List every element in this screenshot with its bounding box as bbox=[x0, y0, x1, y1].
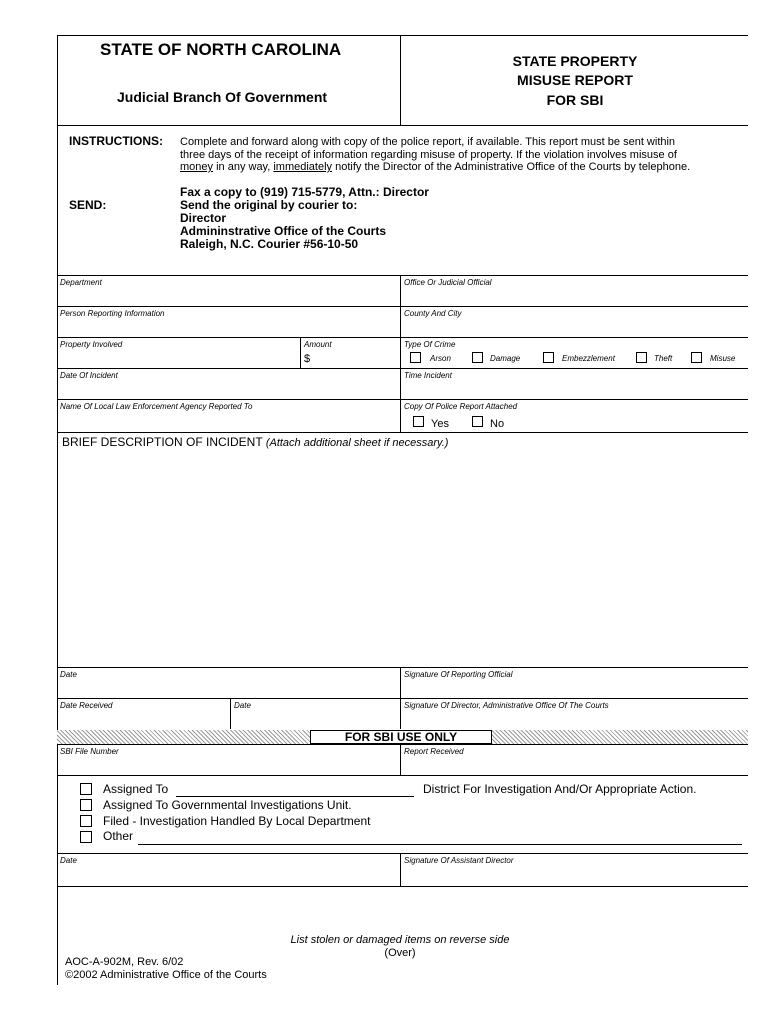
grid-vline bbox=[400, 275, 401, 433]
grid-line bbox=[57, 368, 748, 369]
signature-reporting-field[interactable]: Signature Of Reporting Official bbox=[404, 670, 513, 679]
description-note: (Attach additional sheet if necessary.) bbox=[265, 437, 449, 449]
crime-misuse-checkbox[interactable] bbox=[691, 352, 702, 363]
date-field-3[interactable]: Date bbox=[60, 856, 77, 865]
instructions-line2: three days of the receipt of information regarding misuse of property. If the violation involves misuse of bbox=[180, 149, 677, 161]
gov-investigations-label: Assigned To Governmental Investigations Unit. bbox=[103, 798, 352, 812]
signature-director-field[interactable]: Signature Of Director, Administrative Office Of The Courts bbox=[404, 701, 609, 710]
form-title-line2: MISUSE REPORT bbox=[517, 72, 633, 88]
date-received-field[interactable]: Date Received bbox=[60, 701, 113, 710]
signature-assistant-field[interactable]: Signature Of Assistant Director bbox=[404, 856, 514, 865]
crime-theft-label: Theft bbox=[654, 354, 673, 363]
hatch-right bbox=[492, 730, 748, 744]
grid-vline bbox=[300, 337, 301, 368]
grid-line bbox=[57, 275, 748, 276]
assigned-to-input[interactable] bbox=[176, 796, 414, 797]
grid-vline bbox=[400, 853, 401, 886]
send-fax: Fax a copy to (919) 715-5779, Attn.: Director bbox=[180, 185, 429, 199]
send-office: Admininstrative Office of the Courts bbox=[180, 224, 387, 238]
police-yes-checkbox[interactable] bbox=[413, 416, 424, 427]
grid-vline bbox=[400, 744, 401, 775]
instructions-line3 bbox=[180, 161, 690, 173]
crime-arson-label: Arson bbox=[430, 354, 451, 363]
crime-arson-checkbox[interactable] bbox=[410, 352, 421, 363]
grid-line bbox=[57, 853, 748, 854]
police-no-label: No bbox=[490, 418, 505, 430]
form-number: AOC-A-902M, Rev. 6/02 bbox=[65, 956, 184, 968]
grid-line bbox=[57, 744, 748, 745]
grid-vline bbox=[230, 698, 231, 729]
hatch-left bbox=[57, 730, 310, 744]
date-of-incident-field[interactable]: Date Of Incident bbox=[60, 371, 118, 380]
top-border bbox=[57, 35, 748, 36]
amount-field[interactable]: Amount bbox=[304, 340, 332, 349]
description-title: BRIEF DESCRIPTION OF INCIDENT bbox=[62, 435, 263, 449]
police-copy-label: Copy Of Police Report Attached bbox=[404, 402, 518, 411]
branch-heading: Judicial Branch Of Government bbox=[117, 89, 328, 105]
report-received-field[interactable]: Report Received bbox=[404, 747, 464, 756]
grid-line bbox=[57, 432, 748, 433]
police-no-checkbox[interactable] bbox=[472, 416, 483, 427]
assigned-to-checkbox[interactable] bbox=[80, 783, 92, 795]
filed-local-checkbox[interactable] bbox=[80, 815, 92, 827]
agency-field[interactable]: Name Of Local Law Enforcement Agency Reported To bbox=[60, 402, 253, 411]
date-field-2[interactable]: Date bbox=[234, 701, 251, 710]
send-label: SEND: bbox=[69, 198, 107, 212]
immediately-emphasis: immediately bbox=[273, 161, 333, 173]
county-city-field[interactable]: County And City bbox=[404, 309, 462, 318]
grid-vline bbox=[400, 667, 401, 729]
person-reporting-field[interactable]: Person Reporting Information bbox=[60, 309, 165, 318]
crime-theft-checkbox[interactable] bbox=[636, 352, 647, 363]
instructions-label: INSTRUCTIONS: bbox=[69, 134, 163, 148]
crime-damage-label: Damage bbox=[490, 354, 521, 363]
grid-line bbox=[57, 399, 748, 400]
money-emphasis: money bbox=[180, 161, 214, 173]
type-of-crime-label: Type Of Crime bbox=[404, 340, 456, 349]
dollar-sign: $ bbox=[304, 353, 311, 365]
other-checkbox[interactable] bbox=[80, 831, 92, 843]
grid-line bbox=[57, 775, 748, 776]
instructions-line3-end: notify the Director of the Administrative Office of the Courts by telephone. bbox=[332, 161, 691, 173]
date-field[interactable]: Date bbox=[60, 670, 77, 679]
crime-misuse-label: Misuse bbox=[710, 354, 736, 363]
over-note: (Over) bbox=[384, 947, 416, 959]
header-bottom-line bbox=[57, 125, 748, 126]
other-input[interactable] bbox=[138, 844, 742, 845]
state-heading: STATE OF NORTH CAROLINA bbox=[100, 40, 342, 59]
description-heading bbox=[62, 435, 448, 449]
grid-line bbox=[57, 667, 748, 668]
police-yes-label: Yes bbox=[431, 418, 449, 430]
send-address: Raleigh, N.C. Courier #56-10-50 bbox=[180, 237, 359, 251]
assigned-to-label: Assigned To bbox=[103, 782, 169, 796]
crime-damage-checkbox[interactable] bbox=[472, 352, 483, 363]
grid-line bbox=[57, 698, 748, 699]
office-field[interactable]: Office Or Judicial Official bbox=[404, 278, 492, 287]
reverse-side-note: List stolen or damaged items on reverse side bbox=[290, 934, 510, 946]
copyright: ©2002 Administrative Office of the Courts bbox=[65, 969, 267, 981]
form-title-line1: STATE PROPERTY bbox=[512, 53, 638, 69]
sbi-use-only-heading: FOR SBI USE ONLY bbox=[310, 730, 492, 744]
sbi-file-number-field[interactable]: SBI File Number bbox=[60, 747, 119, 756]
send-courier: Send the original by courier to: bbox=[180, 198, 358, 212]
grid-line bbox=[57, 306, 748, 307]
gov-investigations-checkbox[interactable] bbox=[80, 799, 92, 811]
crime-embezzlement-label: Embezzlement bbox=[562, 354, 615, 363]
time-incident-field[interactable]: Time Incident bbox=[404, 371, 452, 380]
send-director: Director bbox=[180, 211, 227, 225]
left-border bbox=[57, 35, 58, 985]
other-label: Other bbox=[103, 829, 134, 843]
filed-local-label: Filed - Investigation Handled By Local Department bbox=[103, 814, 371, 828]
crime-embezzlement-checkbox[interactable] bbox=[543, 352, 554, 363]
grid-line bbox=[57, 337, 748, 338]
district-label: District For Investigation And/Or Appropriate Action. bbox=[423, 782, 697, 796]
instructions-line3-mid: in any way, bbox=[213, 161, 274, 173]
description-textarea[interactable] bbox=[60, 450, 746, 665]
department-field[interactable]: Department bbox=[60, 278, 102, 287]
form-title-line3: FOR SBI bbox=[546, 92, 604, 108]
property-involved-field[interactable]: Property Involved bbox=[60, 340, 123, 349]
grid-line bbox=[57, 886, 748, 887]
instructions-line1: Complete and forward along with copy of the police report, if available. This report must be sent within bbox=[180, 136, 676, 148]
